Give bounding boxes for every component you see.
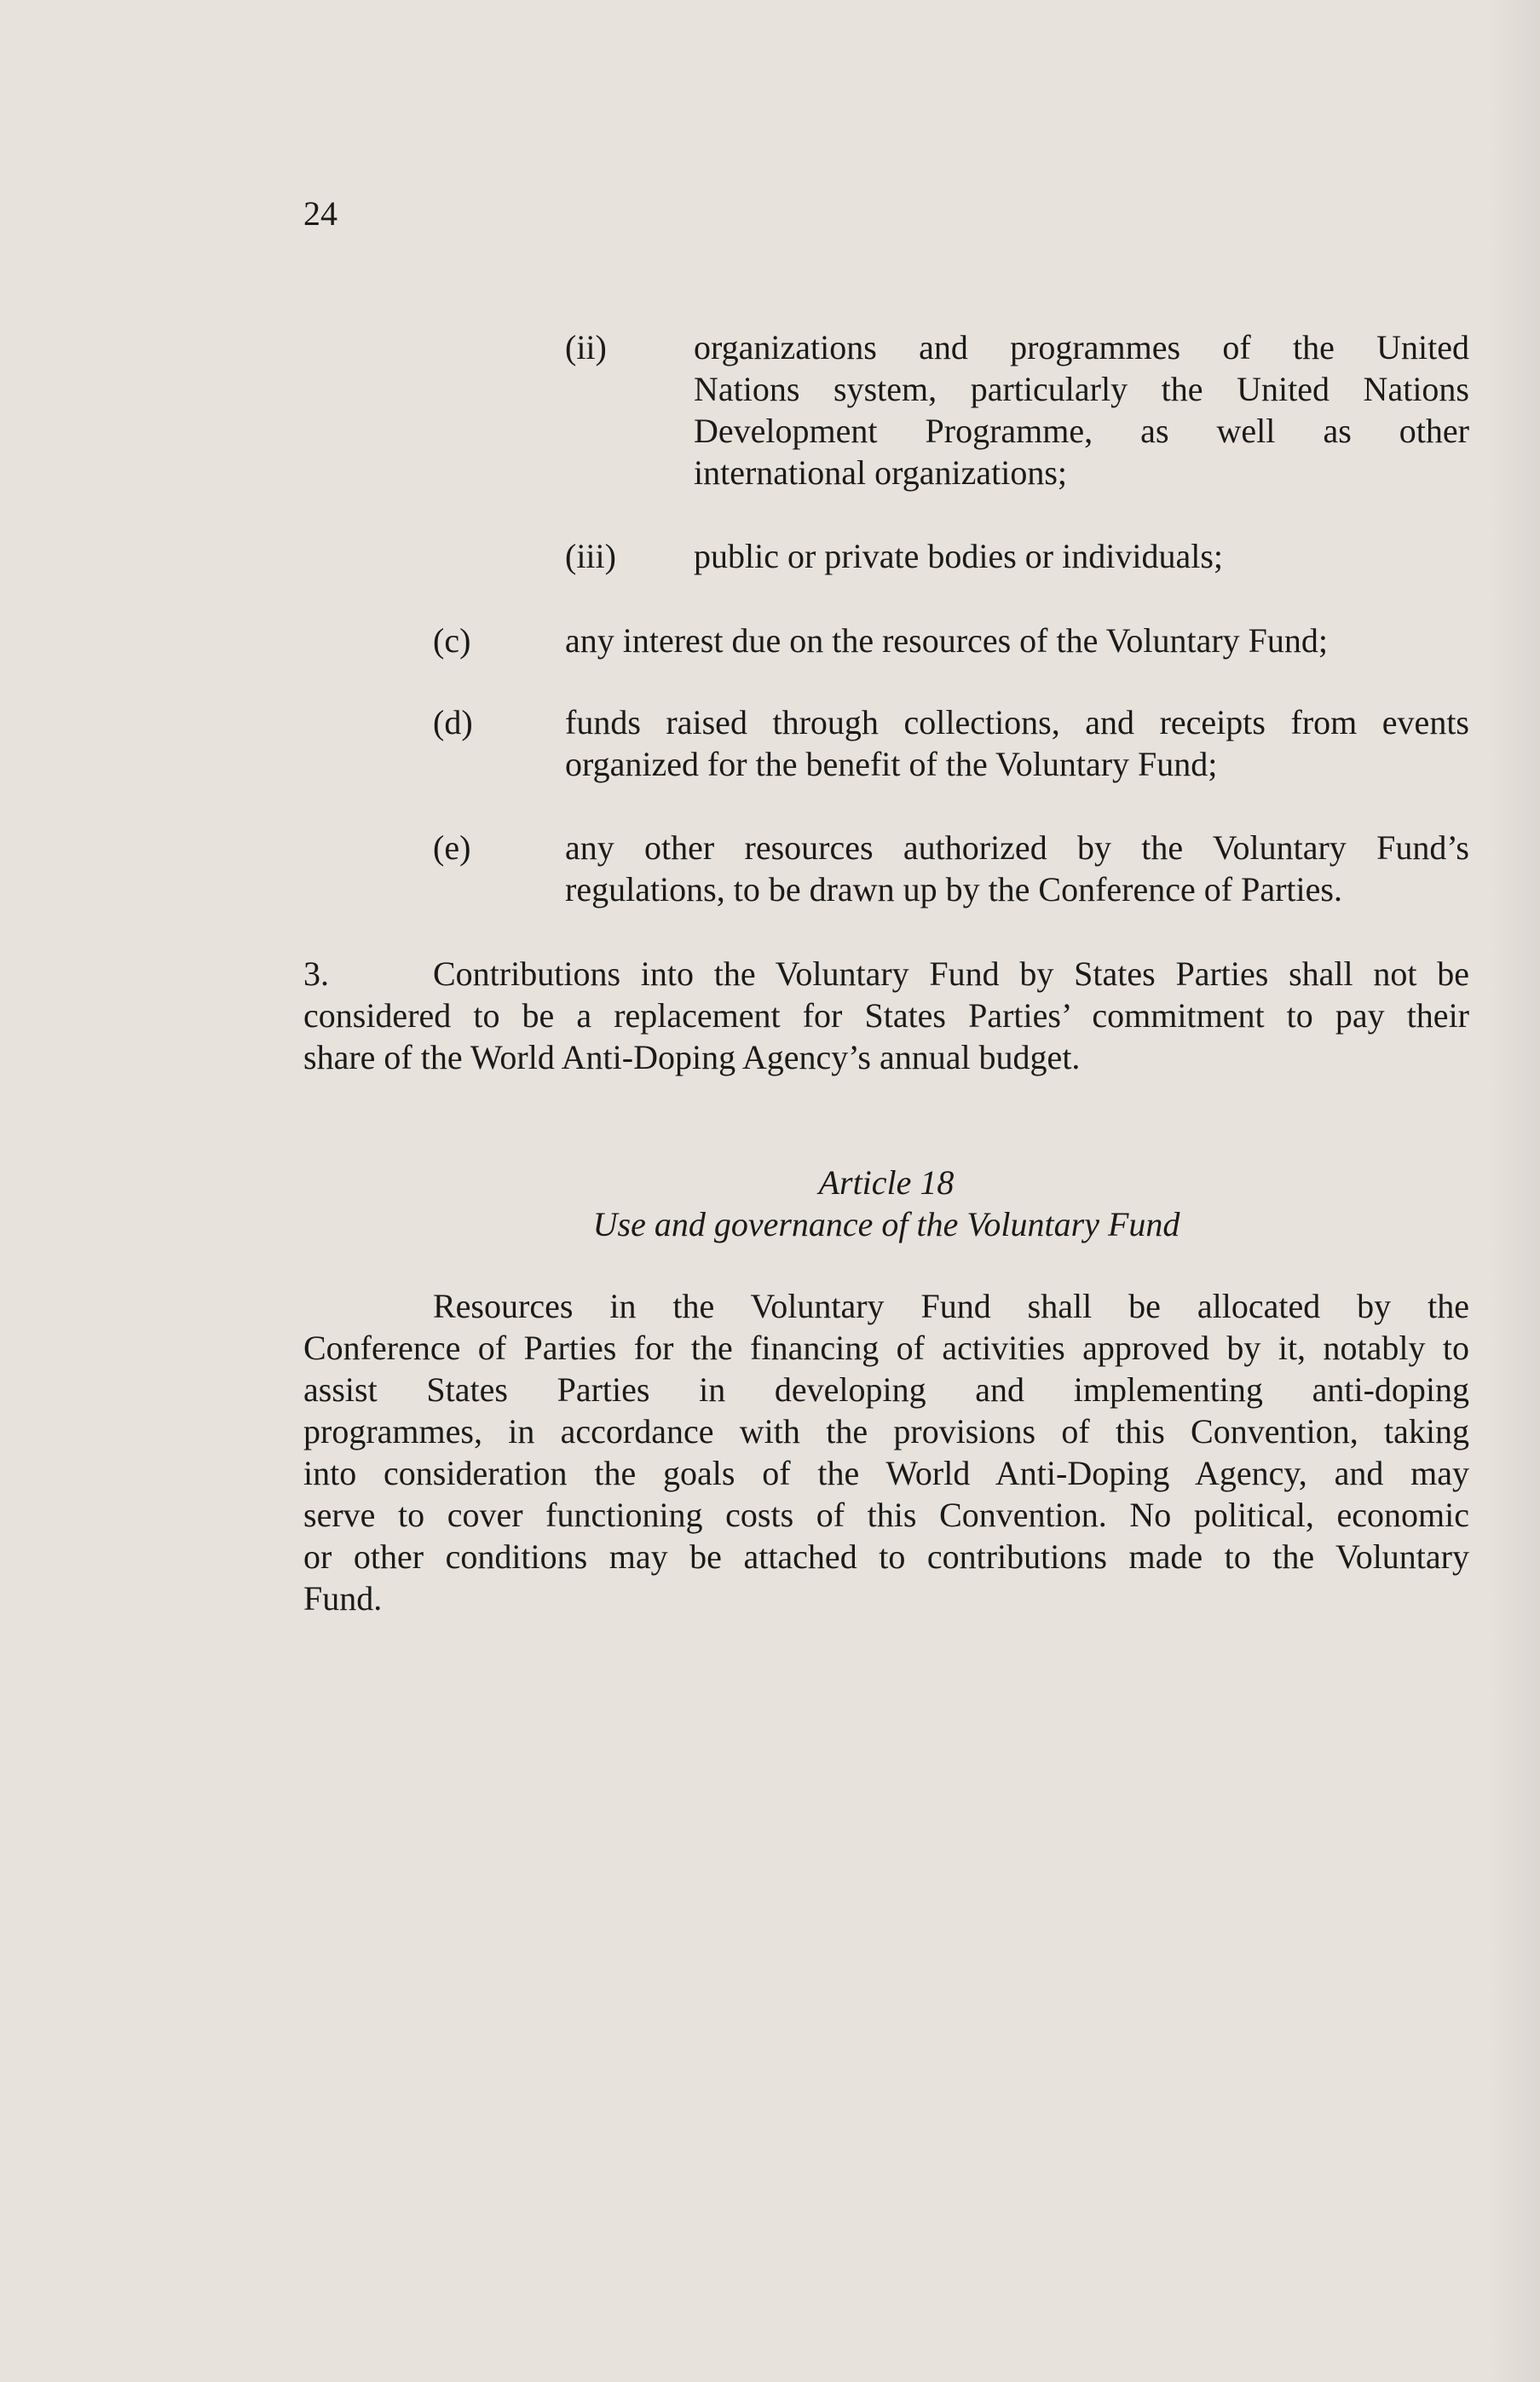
body-line-1: Resources in the Voluntary Fund shall be allocated by the <box>433 1287 1469 1325</box>
item-c-label: (c) <box>433 621 471 660</box>
body-line-6: serve to cover functioning costs of this Convention. No political, economic <box>303 1496 1469 1534</box>
item-d-line-2: organized for the benefit of the Voluntary Fund; <box>565 745 1218 783</box>
para3-number: 3. <box>303 955 329 993</box>
item-ii-line-4: international organizations; <box>694 453 1068 492</box>
item-e-line-2: regulations, to be drawn up by the Conference of Parties. <box>565 870 1342 908</box>
item-ii-line-1: organizations and programmes of the United <box>694 328 1469 366</box>
article-subheading: Use and governance of the Voluntary Fund <box>592 1205 1180 1243</box>
item-d-label: (d) <box>433 703 473 741</box>
body-line-2: Conference of Parties for the financing of activities approved by it, notably to <box>303 1329 1469 1367</box>
body-line-7: or other conditions may be attached to contributions made to the Voluntary <box>303 1537 1469 1576</box>
item-iii-line-1: public or private bodies or individuals; <box>694 537 1223 575</box>
article-heading: Article 18 <box>818 1163 955 1202</box>
body-line-8: Fund. <box>303 1579 383 1618</box>
item-e-label: (e) <box>433 828 471 867</box>
item-d-line-1: funds raised through collections, and receipts from events <box>565 703 1469 741</box>
page-number: 24 <box>303 194 337 233</box>
body-line-4: programmes, in accordance with the provisions of this Convention, taking <box>303 1412 1469 1451</box>
item-ii-line-3: Development Programme, as well as other <box>694 412 1469 450</box>
item-ii-line-2: Nations system, particularly the United Nations <box>694 370 1469 408</box>
page-edge-shadow <box>1489 0 1540 2382</box>
item-iii-label: (iii) <box>565 537 616 575</box>
body-line-5: into consideration the goals of the World Anti-Doping Agency, and may <box>303 1454 1469 1492</box>
body-line-3: assist States Parties in developing and implementing anti-doping <box>303 1370 1469 1409</box>
para3-line-3: share of the World Anti-Doping Agency’s annual budget. <box>303 1038 1081 1076</box>
item-e-line-1: any other resources authorized by the Voluntary Fund’s <box>565 828 1469 867</box>
item-ii-label: (ii) <box>565 328 607 366</box>
item-c-line-1: any interest due on the resources of the Voluntary Fund; <box>565 621 1328 660</box>
para3-line-2: considered to be a replacement for States Parties’ commitment to pay their <box>303 996 1469 1035</box>
para3-line-1: Contributions into the Voluntary Fund by States Parties shall not be <box>433 955 1469 993</box>
